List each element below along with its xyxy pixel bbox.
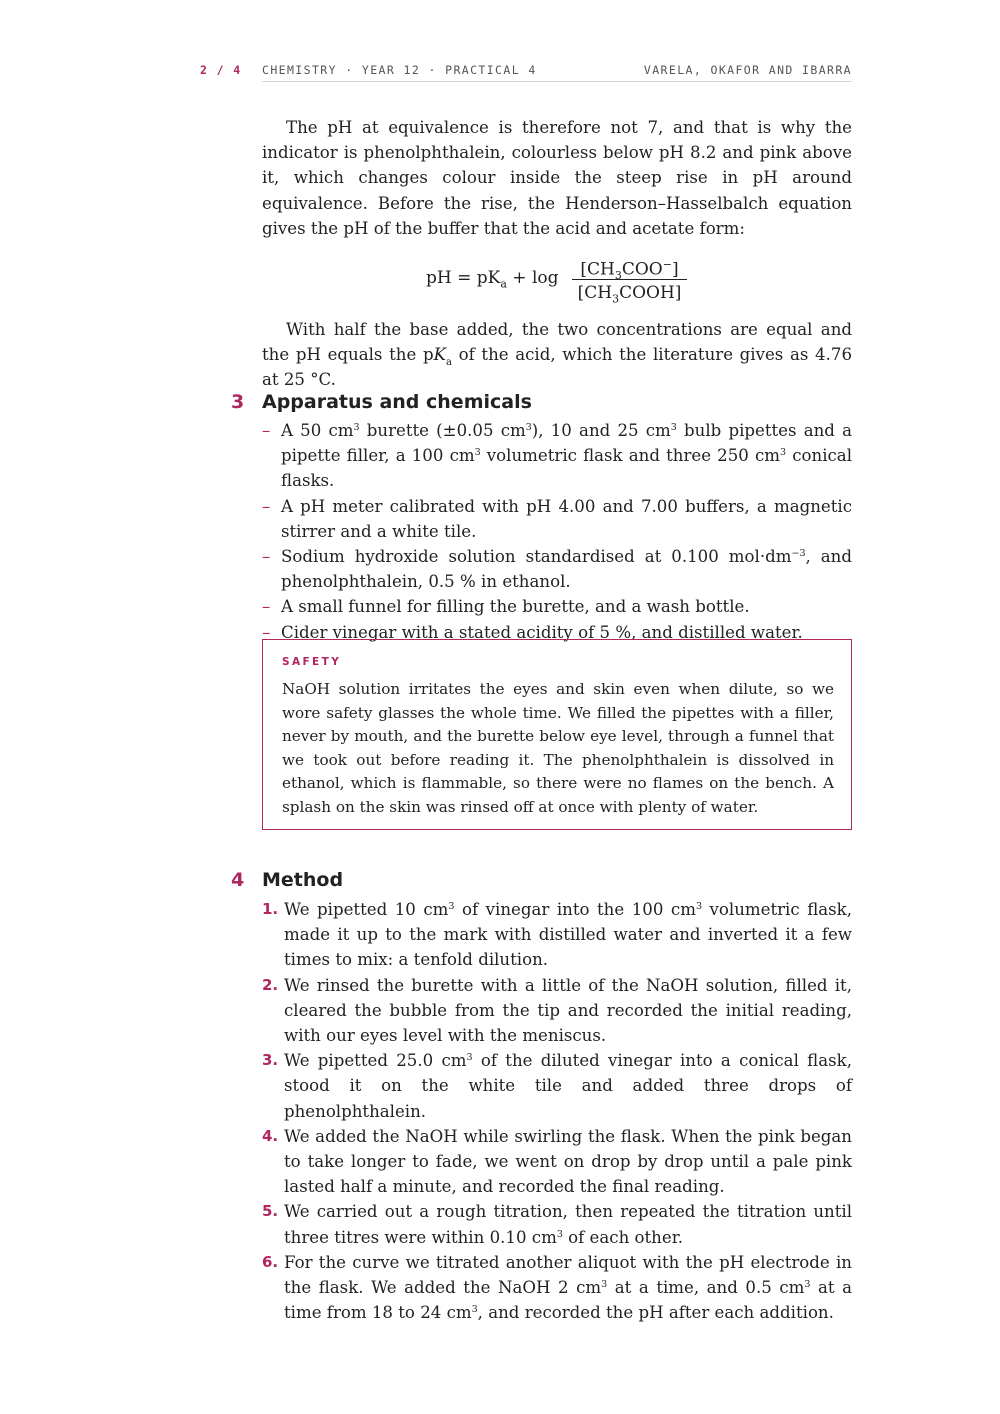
header-rule xyxy=(262,81,852,82)
running-header xyxy=(200,63,852,81)
page-number: 2 / 4 xyxy=(200,63,242,77)
list-item: – A pH meter calibrated with pH 4.00 and 7.00 buffers, a magnetic stirrer and a white tile. xyxy=(262,496,852,541)
half-equivalence-paragraph: With half the base added, the two concentrations are equal and the pH equals the $pK_a$ of the acid, which the literature gives as 4.76 at 25 °C. xyxy=(262,320,853,390)
section-4-title: Method xyxy=(262,869,344,891)
authors: VARELA, OKAFOR AND IBARRA xyxy=(643,63,852,77)
henderson-hasselbalch-equation xyxy=(426,253,688,307)
method-step: 2. We rinsed the burette with a little of the NaOH solution, filled it, cleared the bubble from the tip and recorded the initial reading, with our eyes level with the meniscus. xyxy=(262,975,852,1046)
equation-denominator: $[CH_3COOH]$ xyxy=(577,283,682,306)
list-item: – Sodium hydroxide solution standardised at 0.100 $mol\cdot dm^{-3}$, and phenolphthalein, 0.5 % in ethanol. xyxy=(262,547,852,592)
intro-paragraph: The pH at equivalence is therefore not 7, and that is why the indicator is phenolphthalein, colourless below pH 8.2 and pink above it, which changes colour inside the steep rise in pH around equivalence. Before the rise, the Henderson–Hasselbalch equation gives the pH of the buffer that the acid and acetate form: xyxy=(262,118,852,238)
method-step: 1. We pipetted 10 $cm^3$ of vinegar into the 100 $cm^3$ volumetric flask, made it up to the mark with distilled water and inverted it a few times to mix: a tenfold dilution. xyxy=(262,900,853,970)
equation-fraction xyxy=(572,253,687,305)
equation-lhs: pH = $pK_a + \log$ xyxy=(426,268,559,291)
method-step: 5. We carried out a rough titration, then repeated the titration until three titres were within 0.10 $cm^3$ of each other. xyxy=(262,1202,852,1247)
apparatus-list xyxy=(262,418,852,645)
section-3-number: 3 xyxy=(231,391,245,413)
method-step: 6. For the curve we titrated another aliquot with the pH electrode in the flask. We added the NaOH 2 $cm^3$ at a time, and 0.5 $cm^3$ at a time from 18 to 24 $cm^3$, and recorded the pH after each addition. xyxy=(262,1252,852,1323)
equation-numerator: $[CH_3COO^-]$ xyxy=(580,258,679,283)
method-step: 3. We pipetted 25.0 $cm^3$ of the diluted vinegar into a conical flask, stood it on the white tile and added three drops of phenolphthalein. xyxy=(262,1051,852,1121)
list-item: – A 50 $cm^3$ burette (±0.05 $cm^3$), 10 and 25 $cm^3$ bulb pipettes and a pipette filler, a 100 $cm^3$ volumetric flask and three 250 $cm^3$ conical flasks. xyxy=(262,421,853,491)
safety-text: NaOH solution irritates the eyes and skin even when dilute, so we wore safety glasses the whole time. We filled the pipettes with a filler, never by mouth, and the burette below eye level, through a funnel that we took out before reading it. The phenolphthalein is dissolved in ethanol, which is flammable, so there were no flames on the bench. A splash on the skin was rinsed off at once with plenty of water. xyxy=(282,680,834,816)
course-title: CHEMISTRY · YEAR 12 · PRACTICAL 4 xyxy=(262,63,537,77)
safety-box xyxy=(262,639,852,830)
method-step: 4. We added the NaOH while swirling the flask. When the pink began to take longer to fade, we went on drop by drop until a pale pink lasted half a minute, and recorded the final reading. xyxy=(262,1126,852,1197)
section-3-title: Apparatus and chemicals xyxy=(262,391,532,413)
method-steps xyxy=(262,897,852,1325)
safety-label: SAFETY xyxy=(282,656,342,668)
list-item: – A small funnel for filling the burette, and a wash bottle. xyxy=(262,597,750,617)
list-item: – Cider vinegar with a stated acidity of 5 %, and distilled water. xyxy=(262,622,803,642)
section-4-number: 4 xyxy=(231,869,245,891)
